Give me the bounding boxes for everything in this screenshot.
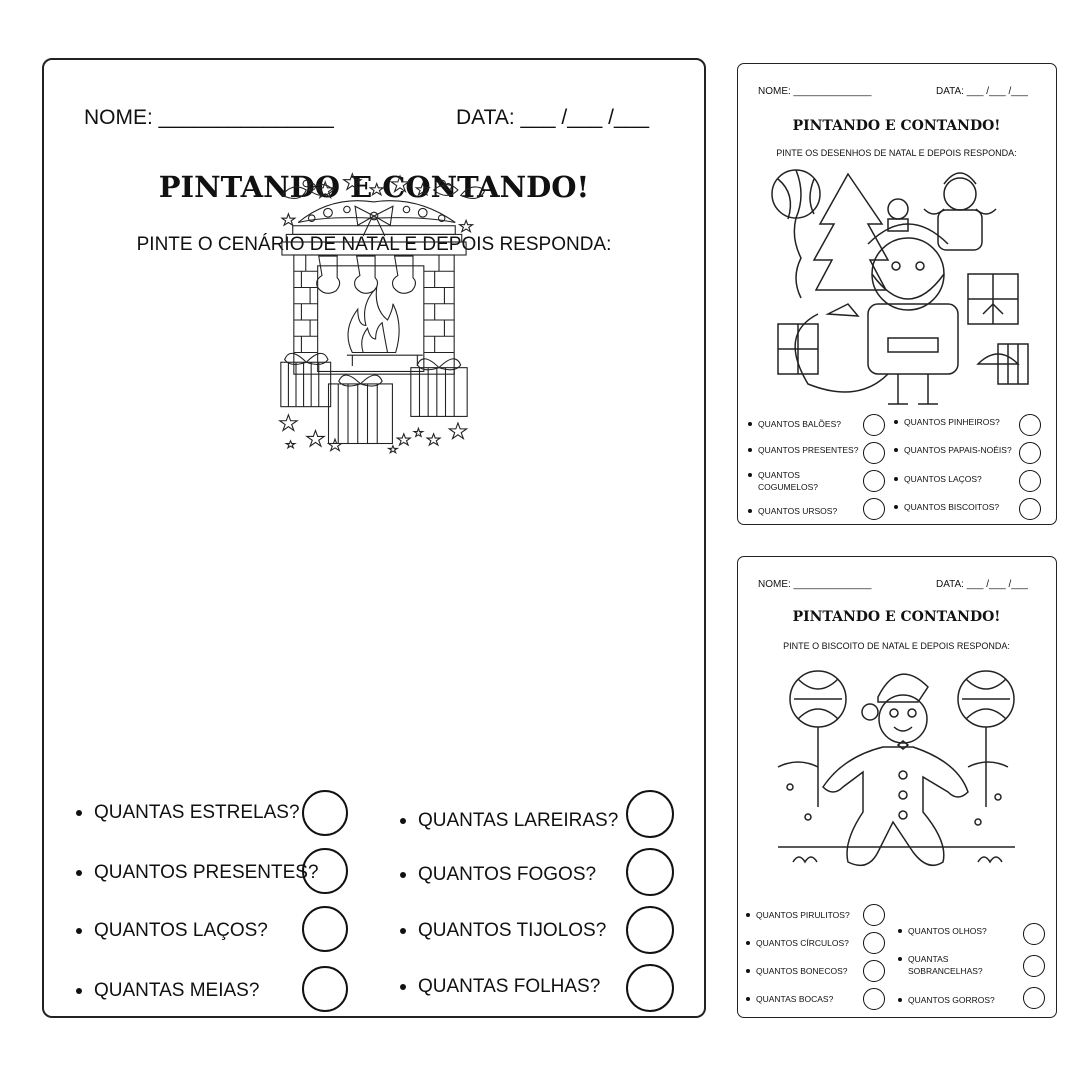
- question-item: QUANTOS CÍRCULOS?: [746, 938, 849, 948]
- answer-circle[interactable]: [626, 790, 674, 838]
- answer-circle[interactable]: [1023, 955, 1045, 977]
- answer-circle[interactable]: [302, 790, 348, 836]
- question-item: QUANTOS LAÇOS?: [76, 920, 268, 942]
- answer-circle[interactable]: [302, 848, 348, 894]
- santa-worksheet: [737, 63, 1057, 525]
- question-item: QUANTAS BOCAS?: [746, 994, 833, 1004]
- question-item: QUANTOS BONECOS?: [746, 966, 847, 976]
- name-field[interactable]: NOME: _______________: [84, 106, 334, 129]
- question-item: QUANTOS BISCOITOS?: [894, 502, 999, 512]
- question-item: QUANTOS TIJOLOS?: [400, 920, 606, 942]
- answer-circle[interactable]: [863, 498, 885, 520]
- question-item: QUANTOS URSOS?: [748, 506, 837, 516]
- question-item: QUANTOS: [748, 470, 800, 480]
- santa-christmas-icon: [738, 164, 1055, 424]
- main-worksheet: [42, 58, 706, 1018]
- page-title: PINTANDO E CONTANDO!: [158, 170, 590, 204]
- question-item: QUANTOS PINHEIROS?: [894, 417, 1000, 427]
- date-field[interactable]: DATA: ___ /___ /___: [936, 86, 1028, 97]
- name-field[interactable]: NOME: ______________: [758, 86, 872, 97]
- answer-circle[interactable]: [626, 964, 674, 1012]
- gingerbread-worksheet: [737, 556, 1057, 1018]
- gingerbread-icon: [738, 657, 1055, 897]
- page-title: PINTANDO E CONTANDO!: [792, 118, 1001, 134]
- answer-circle[interactable]: [1019, 442, 1041, 464]
- question-item: QUANTAS LAREIRAS?: [400, 810, 618, 832]
- answer-circle[interactable]: [1019, 414, 1041, 436]
- question-item: QUANTAS ESTRELAS?: [76, 802, 300, 824]
- answer-circle[interactable]: [626, 848, 674, 896]
- answer-circle[interactable]: [863, 414, 885, 436]
- question-item: QUANTAS MEIAS?: [76, 980, 259, 1002]
- question-item: QUANTOS PIRULITOS?: [746, 910, 850, 920]
- answer-circle[interactable]: [1023, 987, 1045, 1009]
- question-item: QUANTOS OLHOS?: [898, 926, 987, 936]
- question-item: QUANTOS PRESENTES?: [76, 862, 319, 884]
- fireplace-christmas-icon: [44, 60, 704, 580]
- answer-circle[interactable]: [1023, 923, 1045, 945]
- instruction: PINTE O BISCOITO DE NATAL E DEPOIS RESPONDA:: [783, 641, 1010, 651]
- question-item: QUANTAS: [898, 954, 948, 964]
- answer-circle[interactable]: [1019, 498, 1041, 520]
- answer-circle[interactable]: [863, 960, 885, 982]
- date-field[interactable]: DATA: ___ /___ /___: [936, 579, 1028, 590]
- answer-circle[interactable]: [863, 470, 885, 492]
- question-item: QUANTOS PRESENTES?: [748, 445, 858, 455]
- answer-circle[interactable]: [863, 904, 885, 926]
- answer-circle[interactable]: [302, 966, 348, 1012]
- answer-circle[interactable]: [1019, 470, 1041, 492]
- question-item: QUANTOS GORROS?: [898, 995, 995, 1005]
- question-item: QUANTOS FOGOS?: [400, 864, 596, 886]
- date-field[interactable]: DATA: ___ /___ /___: [456, 106, 650, 129]
- question-item: QUANTOS LAÇOS?: [894, 474, 982, 484]
- question-item: QUANTOS PAPAIS-NOÉIS?: [894, 445, 1012, 455]
- instruction: PINTE O CENÁRIO DE NATAL E DEPOIS RESPONDA:: [136, 234, 612, 255]
- question-item: QUANTOS BALÕES?: [748, 419, 841, 429]
- answer-circle[interactable]: [302, 906, 348, 952]
- question-item-continuation: COGUMELOS?: [758, 482, 818, 492]
- name-field[interactable]: NOME: ______________: [758, 579, 872, 590]
- answer-circle[interactable]: [863, 932, 885, 954]
- page-title: PINTANDO E CONTANDO!: [792, 609, 1001, 625]
- instruction: PINTE OS DESENHOS DE NATAL E DEPOIS RESPONDA:: [776, 148, 1017, 158]
- answer-circle[interactable]: [863, 442, 885, 464]
- question-item-continuation: SOBRANCELHAS?: [908, 966, 983, 976]
- question-item: QUANTAS FOLHAS?: [400, 976, 600, 998]
- answer-circle[interactable]: [626, 906, 674, 954]
- answer-circle[interactable]: [863, 988, 885, 1010]
